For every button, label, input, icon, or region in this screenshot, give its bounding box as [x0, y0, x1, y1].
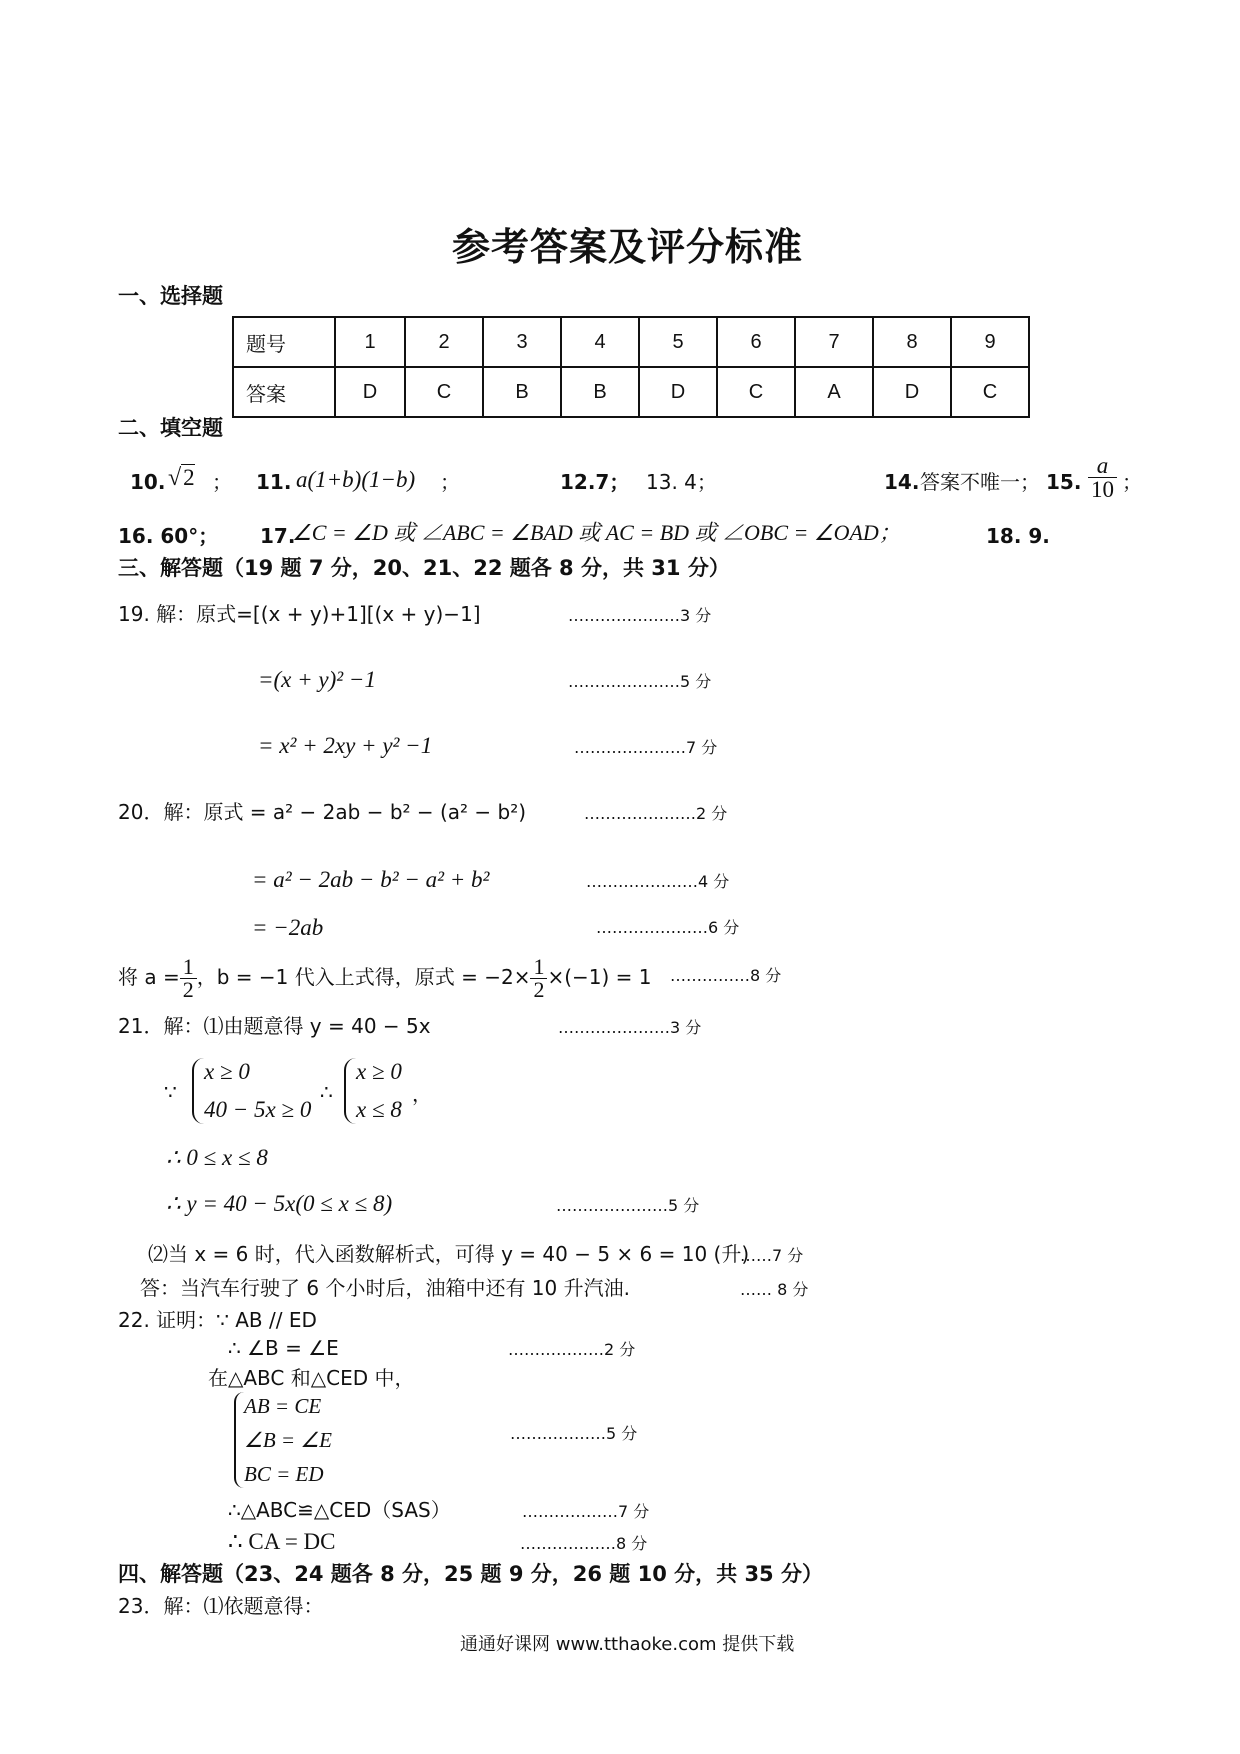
page-footer: 通通好课网 www.tthaoke.com 提供下载 — [460, 1634, 795, 1655]
left-brace-icon — [344, 1058, 356, 1124]
q11-sep: ； — [440, 470, 460, 494]
table-cell: 1 — [335, 317, 405, 367]
therefore-symbol: ∴ — [320, 1080, 333, 1104]
table-cell: 6 — [717, 317, 795, 367]
table-row — [233, 367, 1029, 417]
table-cell: 8 — [873, 317, 951, 367]
table-row — [233, 317, 1029, 367]
q21-system-1a: x ≥ 0 — [204, 1059, 250, 1084]
table-cell: B — [483, 367, 561, 417]
section-heading-solve-2: 四、解答题（23、24 题各 8 分，25 题 9 分，26 题 10 分，共 35 分） — [118, 1562, 823, 1586]
q22-line-5: ∴ CA = DC — [228, 1529, 336, 1554]
q21-line-5: ⑵当 x = 6 时，代入函数解析式，可得 y = 40 − 5 × 6 = 10 (升) — [148, 1242, 750, 1266]
table-header-label: 题号 — [233, 317, 335, 367]
q17-number: 17. — [260, 524, 296, 548]
table-cell: 3 — [483, 317, 561, 367]
q22-score-4: ………………8 分 — [520, 1534, 648, 1553]
q22-line-1: 22. 证明：∵ AB // ED — [118, 1308, 317, 1332]
q16-answer: 16. 60°； — [118, 524, 219, 548]
q18-answer: 18. 9. — [986, 524, 1050, 548]
table-cell: D — [335, 367, 405, 417]
q10-sep: ； — [212, 470, 232, 494]
q23-line-1: 23．解：⑴依题意得： — [118, 1594, 324, 1618]
q19-score-3: …………………7 分 — [574, 738, 718, 757]
q20-line-4: 将 a = $\frac{1}{2}$ ，b = −1 代入上式得，原式 = −2× $\frac{1}{2}$ ×(−1) = 1 — [118, 954, 652, 1002]
q15-number: 15. — [1046, 470, 1082, 494]
q22-line-2: ∴ ∠B = ∠E — [228, 1336, 339, 1360]
table-cell: B — [561, 367, 639, 417]
table-cell: 2 — [405, 317, 483, 367]
q20-score-2: …………………4 分 — [586, 872, 730, 891]
q21-comma: ， — [412, 1082, 432, 1106]
q21-score-4: …… 8 分 — [740, 1280, 809, 1299]
q19-score-2: …………………5 分 — [568, 672, 712, 691]
q22-line-3: 在△ABC 和△CED 中， — [208, 1366, 415, 1390]
left-brace-icon — [234, 1392, 244, 1488]
table-cell: 7 — [795, 317, 873, 367]
q19-line-3: = x² + 2xy + y² −1 — [258, 733, 433, 758]
q21-system-1b: 40 − 5x ≥ 0 — [204, 1097, 312, 1122]
table-answer-label: 答案 — [233, 367, 335, 417]
page-title: 参考答案及评分标准 — [452, 224, 804, 269]
section-heading-solve-1: 三、解答题（19 题 7 分，20、21、22 题各 8 分，共 31 分） — [118, 556, 730, 580]
q21-score-2: …………………5 分 — [556, 1196, 700, 1215]
table-cell: D — [873, 367, 951, 417]
q21-system-2a: x ≥ 0 — [356, 1059, 402, 1084]
section-heading-fill: 二、填空题 — [118, 416, 223, 440]
q20-score-4: ……………8 分 — [670, 966, 782, 985]
left-brace-icon — [192, 1058, 204, 1124]
table-cell: 9 — [951, 317, 1029, 367]
q22-score-3: ………………7 分 — [522, 1502, 650, 1521]
q20-line-2: = a² − 2ab − b² − a² + b² — [252, 867, 490, 892]
q10-number: 10. — [130, 470, 166, 494]
q20-line-1: 20．解：原式 = a² − 2ab − b² − (a² − b²) — [118, 800, 527, 824]
q22-line-4: ∴△ABC≌△CED（SAS） — [228, 1498, 451, 1522]
q21-line-4: ∴ y = 40 − 5x(0 ≤ x ≤ 8) — [166, 1191, 393, 1216]
q22-system-a: AB = CE — [244, 1394, 322, 1418]
q17-answer: ∠C = ∠D 或 ∠ABC = ∠BAD 或 AC = BD 或 ∠OBC = ∠OAD； — [292, 520, 901, 545]
q21-system-2b: x ≤ 8 — [356, 1097, 402, 1122]
q22-system-c: BC = ED — [244, 1462, 324, 1486]
q21-score-3: ……7 分 — [740, 1246, 804, 1265]
q21-line-6: 答：当汽车行驶了 6 个小时后，油箱中还有 10 升汽油. — [140, 1276, 630, 1300]
table-cell: 4 — [561, 317, 639, 367]
q15-sep: ； — [1122, 470, 1142, 494]
table-cell: A — [795, 367, 873, 417]
q19-line-1: 19. 解：原式=[(x + y)+1][(x + y)−1] — [118, 602, 481, 626]
q22-score-2: ………………5 分 — [510, 1424, 638, 1443]
because-symbol: ∵ — [164, 1080, 177, 1104]
q14-number: 14. — [884, 470, 920, 494]
q20-score-1: …………………2 分 — [584, 804, 728, 823]
q21-score-1: …………………3 分 — [558, 1018, 702, 1037]
table-cell: C — [405, 367, 483, 417]
choice-answer-table — [232, 316, 1030, 418]
q20-score-3: …………………6 分 — [596, 918, 740, 937]
table-cell: D — [639, 367, 717, 417]
q10-answer: √2 — [168, 465, 195, 491]
section-heading-choice: 一、选择题 — [118, 284, 223, 308]
table-cell: C — [717, 367, 795, 417]
q19-line-2: =(x + y)² −1 — [258, 667, 376, 692]
table-cell: C — [951, 367, 1029, 417]
q22-score-1: ………………2 分 — [508, 1340, 636, 1359]
q13-answer: 13. 4； — [646, 470, 717, 494]
q19-score-1: …………………3 分 — [568, 606, 712, 625]
q12-answer: 12.7； — [560, 470, 630, 494]
q11-answer: a(1+b)(1−b) — [296, 467, 416, 492]
table-cell: 5 — [639, 317, 717, 367]
q21-line-1: 21．解：⑴由题意得 y = 40 − 5x — [118, 1014, 431, 1038]
q20-line-3: = −2ab — [252, 915, 324, 940]
q14-answer: 答案不唯一； — [920, 470, 1040, 494]
q21-line-3: ∴ 0 ≤ x ≤ 8 — [166, 1145, 268, 1170]
q15-answer: $\frac{a}{10}$ — [1088, 454, 1117, 501]
q22-system-b: ∠B = ∠E — [244, 1428, 332, 1452]
q11-number: 11. — [256, 470, 292, 494]
